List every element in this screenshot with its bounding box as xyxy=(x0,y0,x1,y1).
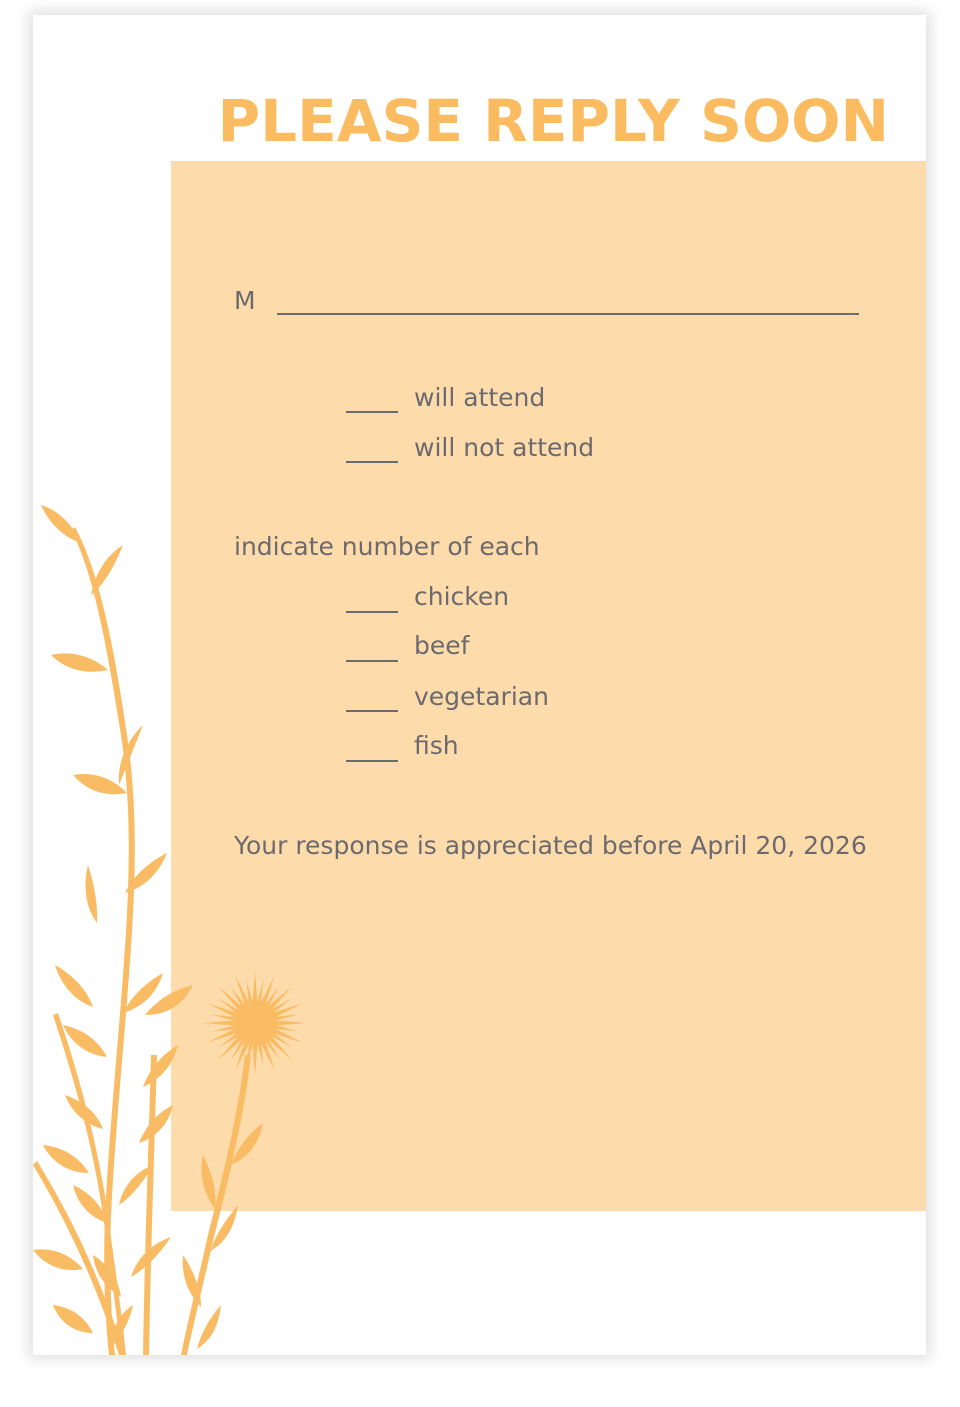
card-title: PLEASE REPLY SOON xyxy=(217,87,889,155)
not-attend-option-label: will not attend xyxy=(414,433,595,462)
not-attend-blank-line[interactable] xyxy=(346,461,398,463)
vegetarian-blank-line[interactable] xyxy=(346,710,398,712)
chicken-blank-line[interactable] xyxy=(346,611,398,613)
deadline-text: Your response is appreciated before April 20, 2026 xyxy=(234,831,867,860)
beef-blank-line[interactable] xyxy=(346,660,398,662)
fish-blank-line[interactable] xyxy=(346,760,398,762)
meal-heading: indicate number of each xyxy=(234,532,540,561)
name-blank-line[interactable] xyxy=(277,313,859,315)
fish-option-label: fish xyxy=(414,731,459,760)
response-panel xyxy=(171,161,926,1211)
beef-option-label: beef xyxy=(414,631,470,660)
name-prefix: M xyxy=(234,286,256,315)
attend-blank-line[interactable] xyxy=(346,411,398,413)
rsvp-card xyxy=(33,15,926,1355)
attend-option-label: will attend xyxy=(414,383,546,412)
chicken-option-label: chicken xyxy=(414,582,510,611)
vegetarian-option-label: vegetarian xyxy=(414,682,549,711)
